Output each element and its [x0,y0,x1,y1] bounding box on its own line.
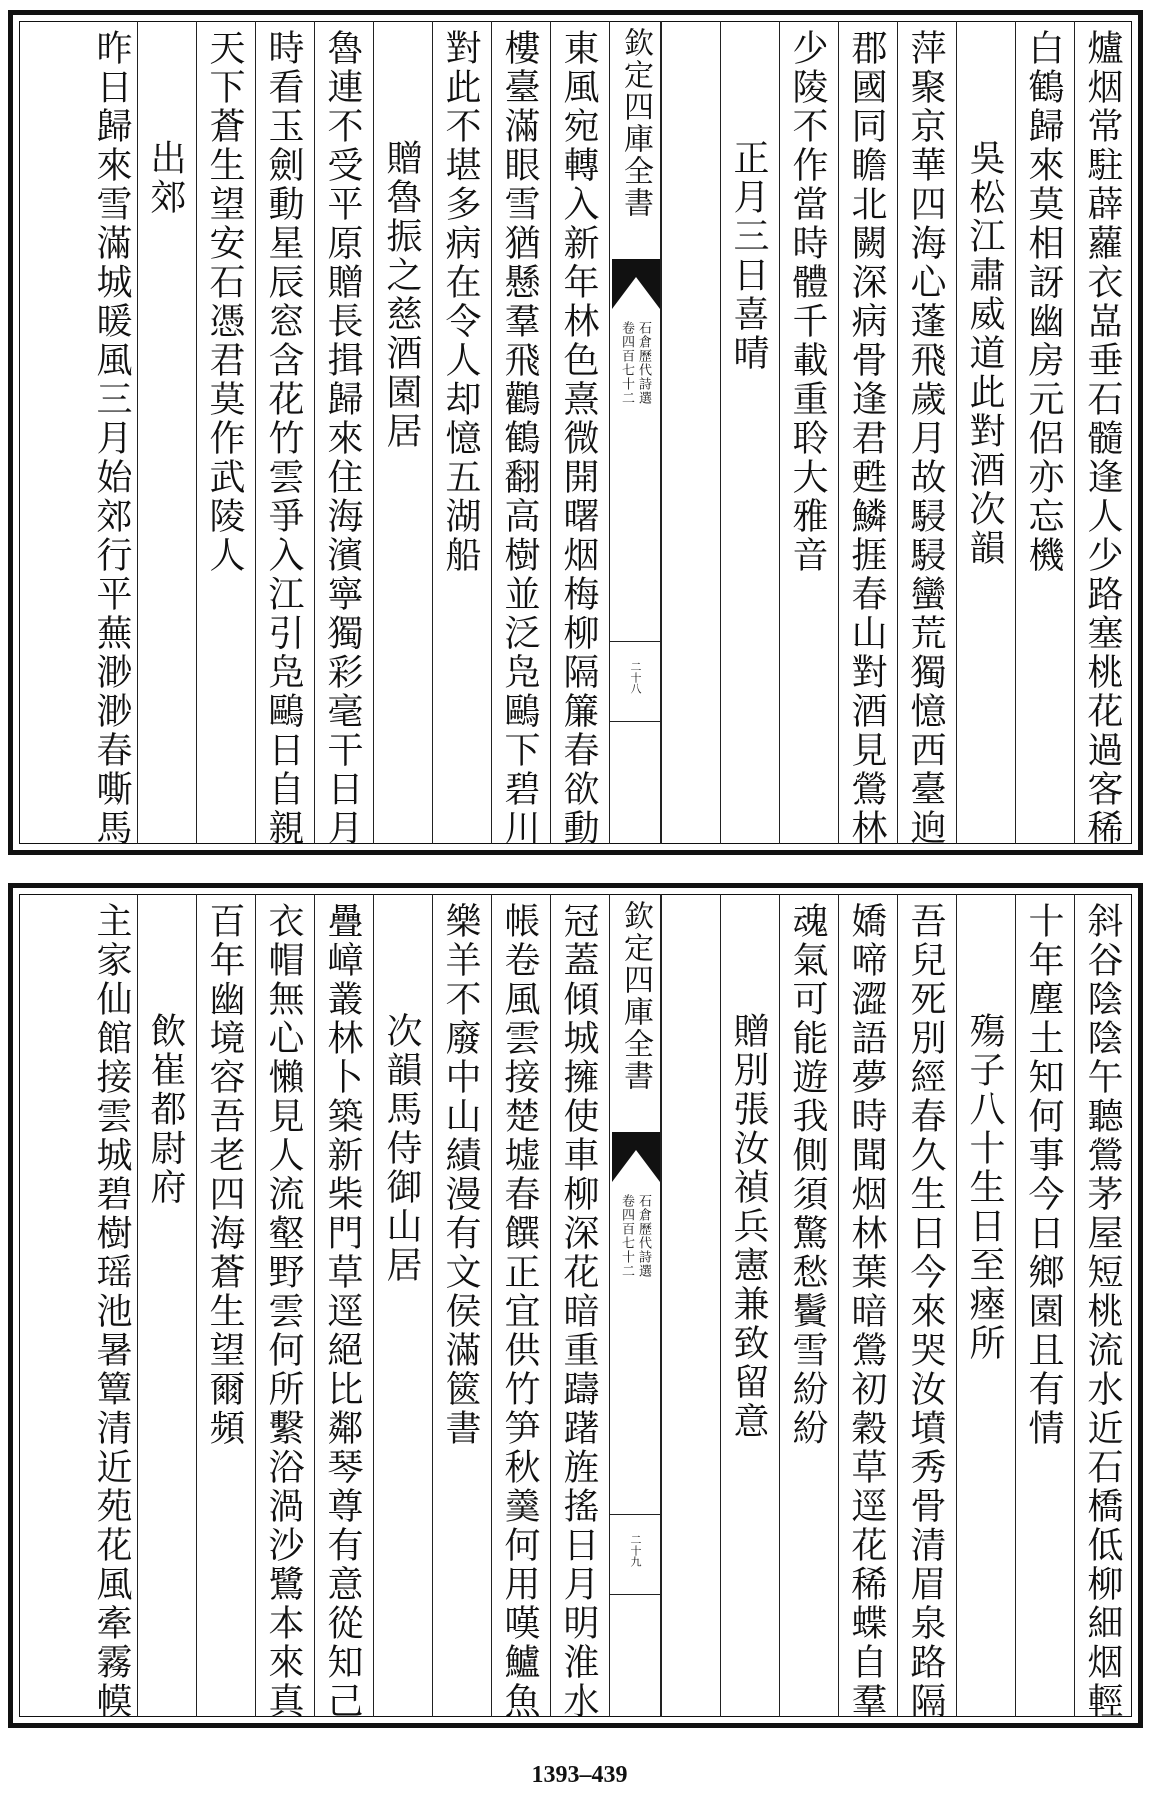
text-column [956,21,1011,844]
text-column [19,21,137,848]
poem-line: 天下蒼生望安石憑君莫作武陵人 [204,29,245,575]
poem-line: 魂氣可能遊我側須驚愁鬢雪紛紛 [787,902,828,1448]
text-column [491,894,546,1721]
poem-line: 樓臺滿眼雪猶懸羣飛鸛鶴翻高樹並泛凫鷗下碧川 [499,29,540,848]
poem-line: 昨日歸來雪滿城暖風三月始郊行平蕪渺渺春嘶馬 [91,29,132,848]
text-column [838,21,893,848]
bottom-page [8,883,1143,1728]
poem-title: 飲崔都尉府 [145,1012,186,1207]
poem-line: 嬌啼澀語夢時聞烟林葉暗鶯初穀草逕花稀蝶自羣 [846,902,887,1721]
poem-title: 贈魯振之慈酒園居 [381,139,422,451]
center-rule [610,1514,660,1515]
fishtail-mark-icon [612,259,660,309]
poem-line: 對此不堪多病在令人却憶五湖船 [440,29,481,575]
poem-line: 萍聚京華四海心蓬飛歲月故駸駸蠻荒獨憶西臺逈 [905,29,946,848]
volume-title: 石倉歷代詩選 [636,1194,651,1278]
text-column [550,21,605,848]
volume-number: 卷四百七十二 [619,1194,634,1278]
text-column [779,21,834,844]
text-column [897,21,952,848]
poem-line: 疊嶂叢林卜築新柴門草逕絕比鄰琴尊有意從知己 [322,902,363,1721]
poem-title: 吳松江肅威道此對酒次韻 [964,139,1005,568]
center-fold-column [609,894,661,1717]
volume-number: 卷四百七十二 [619,321,634,405]
text-column [432,21,487,844]
book-header: 欽定四庫全書 [618,27,653,219]
center-fold-column [609,21,661,844]
page-footer-number: 1393–439 [531,1762,628,1788]
text-column [373,21,428,844]
poem-title: 贈別張汝禎兵憲兼致留意 [728,1012,769,1441]
text-column [196,894,251,1717]
text-column [661,21,716,844]
text-column [838,894,893,1721]
poem-line: 白鶴歸來莫相訝幽房元侶亦忘機 [1023,29,1064,575]
leaf-number: 二十九 [629,1534,642,1567]
poem-title: 出郊 [145,139,186,217]
center-rule [610,1594,660,1595]
poem-line: 冠蓋傾城擁使車柳深花暗重躊躇旌搖日月明淮水 [558,902,599,1721]
center-rule [610,641,660,642]
fishtail-mark-icon [612,1132,660,1182]
text-column [432,894,487,1717]
volume-title: 石倉歷代詩選 [636,321,651,405]
poem-line: 吾兒死別經春久生日今來哭汝墳秀骨清眉泉路隔 [905,902,946,1721]
text-column [720,21,775,844]
text-column [196,21,251,844]
poem-title: 正月三日喜晴 [728,139,769,373]
text-column [373,894,428,1717]
text-column [491,21,546,848]
top-page [8,10,1143,855]
poem-line: 樂羊不廢中山績漫有文侯滿篋書 [440,902,481,1448]
text-column [897,894,952,1721]
poem-line: 魯連不受平原贈長揖歸來住海濱寧獨彩毫干日月 [322,29,363,848]
text-column [1074,21,1129,848]
text-column [255,21,310,848]
poem-line: 郡國同瞻北闕深病骨逢君甦鱗捱春山對酒見鶯林 [846,29,887,848]
poem-line: 衣帽無心懶見人流壑野雲何所繫浴渦沙鷺本來真 [263,902,304,1721]
book-header: 欽定四庫全書 [618,900,653,1092]
text-column [1015,21,1070,844]
text-column [720,894,775,1717]
volume-label [620,321,650,405]
poem-line: 斜谷陰陰午聽鶯茅屋短桃流水近石橋低柳細烟輕 [1082,902,1123,1721]
poem-title: 次韻馬侍御山居 [381,1012,422,1285]
text-column [137,21,192,844]
leaf-number: 二十八 [629,661,642,694]
poem-title: 殤子八十生日至瘞所 [964,1012,1005,1363]
center-rule [610,721,660,722]
text-column [1015,894,1070,1717]
text-column [661,894,716,1717]
poem-line: 主家仙館接雲城碧樹瑶池暑簟清近苑花風牽霧幙 [91,902,132,1721]
text-column [255,894,310,1721]
poem-line: 時看玉劍動星辰窓含花竹雲爭入江引凫鷗日自親 [263,29,304,848]
poem-line: 東風宛轉入新年林色熹微開曙烟梅柳隔簾春欲動 [558,29,599,848]
text-column [314,894,369,1721]
poem-line: 帳卷風雲接楚墟春饌正宜供竹笋秋羹何用嘆鱸魚 [499,902,540,1721]
poem-line: 爐烟常駐薜蘿衣嵓垂石髓逢人少路塞桃花過客稀 [1082,29,1123,848]
text-column [1074,894,1129,1721]
poem-line: 百年幽境容吾老四海蒼生望爾頻 [204,902,245,1448]
text-column [779,894,834,1717]
text-column [550,894,605,1721]
poem-line: 少陵不作當時體千載重聆大雅音 [787,29,828,575]
poem-line: 十年塵土知何事今日鄉園且有情 [1023,902,1064,1448]
text-column [314,21,369,848]
volume-label [620,1194,650,1278]
text-column [137,894,192,1717]
text-column [956,894,1011,1717]
text-column [19,894,137,1721]
